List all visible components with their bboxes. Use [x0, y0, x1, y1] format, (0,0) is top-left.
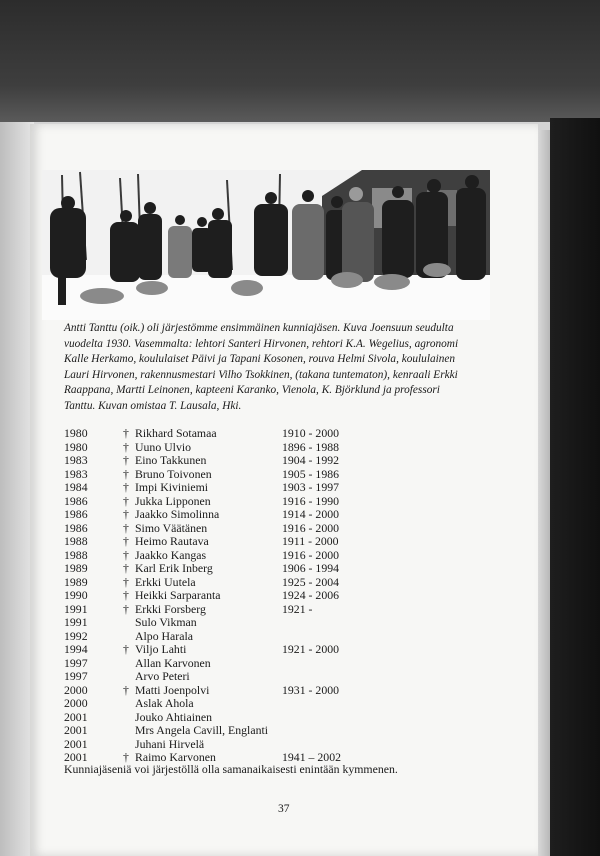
list-item: [64, 669, 464, 683]
list-item: [64, 588, 464, 602]
member-name: Jukka Lipponen: [135, 493, 211, 508]
member-year: 1988: [64, 534, 88, 548]
member-lifespan: 1924 - 2006: [282, 588, 340, 602]
dagger-icon: †: [123, 480, 129, 494]
list-item: [64, 615, 464, 629]
member-lifespan: 1910 - 2000: [282, 426, 340, 440]
member-year: 1989: [64, 574, 88, 589]
footer-note: Kunniajäseniä voi järjestöllä olla samanaikaisesti enintään kymmenen.: [64, 762, 398, 776]
list-item: [64, 710, 464, 724]
member-lifespan: 1916 - 2000: [282, 547, 340, 562]
member-year: 2001: [64, 723, 88, 737]
member-name: Raimo Karvonen: [135, 750, 216, 764]
list-item: [64, 480, 464, 494]
member-name: Karl Erik Inberg: [135, 561, 213, 575]
list-item: [64, 642, 464, 656]
list-item: [64, 575, 464, 589]
member-lifespan: 1904 - 1992: [282, 453, 340, 467]
member-year: 1983: [64, 466, 88, 481]
list-item: [64, 548, 464, 562]
list-item: [64, 723, 464, 737]
historical-photo: [42, 170, 490, 320]
member-year: 1989: [64, 561, 88, 575]
list-item: [64, 737, 464, 751]
list-item: [64, 440, 464, 454]
member-year: 1983: [64, 453, 88, 467]
member-lifespan: 1914 - 2000: [282, 507, 340, 521]
book-spine-edge: [0, 122, 34, 856]
dagger-icon: †: [123, 574, 129, 589]
member-lifespan: 1941 – 2002: [282, 750, 341, 764]
list-item: [64, 656, 464, 670]
member-name: Eino Takkunen: [135, 453, 207, 467]
member-year: 1997: [64, 669, 88, 683]
list-item: [64, 453, 464, 467]
member-lifespan: 1916 - 1990: [282, 493, 340, 508]
dagger-icon: †: [123, 507, 129, 521]
member-name: Alpo Harala: [135, 628, 193, 643]
member-name: Allan Karvonen: [135, 655, 211, 670]
member-name: Juhani Hirvelä: [135, 736, 205, 751]
member-lifespan: 1905 - 1986: [282, 466, 340, 481]
member-name: Viljo Lahti: [135, 642, 187, 656]
member-name: Arvo Peteri: [135, 669, 190, 683]
member-year: 1986: [64, 493, 88, 508]
group-photo-illustration: [42, 170, 490, 320]
dagger-icon: †: [123, 520, 129, 535]
dagger-icon: †: [123, 547, 129, 562]
member-lifespan: 1903 - 1997: [282, 480, 340, 494]
member-name: Impi Kiviniemi: [135, 480, 209, 494]
dagger-icon: †: [123, 642, 129, 656]
dagger-icon: †: [123, 439, 129, 454]
member-lifespan: 1921 -: [282, 601, 313, 616]
dagger-icon: †: [123, 426, 129, 440]
list-item: [64, 696, 464, 710]
member-name: Erkki Forsberg: [135, 601, 206, 616]
member-lifespan: 1916 - 2000: [282, 520, 340, 535]
member-name: Jaakko Simolinna: [135, 507, 220, 521]
list-item: [64, 683, 464, 697]
member-lifespan: 1931 - 2000: [282, 682, 340, 697]
member-name: Bruno Toivonen: [135, 466, 212, 481]
member-name: Rikhard Sotamaa: [135, 426, 217, 440]
member-name: Jouko Ahtiainen: [135, 709, 213, 724]
member-year: 1980: [64, 439, 88, 454]
list-item: [64, 494, 464, 508]
member-year: 1980: [64, 426, 88, 440]
member-name: Mrs Angela Cavill, Englanti: [135, 723, 269, 737]
member-year: 2001: [64, 709, 88, 724]
member-name: Simo Väätänen: [135, 520, 208, 535]
member-year: 2001: [64, 750, 88, 764]
list-item: [64, 602, 464, 616]
dagger-icon: †: [123, 466, 129, 481]
dagger-icon: †: [123, 561, 129, 575]
member-year: 1986: [64, 520, 88, 535]
page-number: 37: [278, 803, 290, 815]
member-name: Aslak Ahola: [135, 696, 194, 710]
member-name: Erkki Uutela: [135, 574, 196, 589]
member-year: 1984: [64, 480, 88, 494]
member-lifespan: 1911 - 2000: [282, 534, 339, 548]
list-item: [64, 534, 464, 548]
member-lifespan: 1921 - 2000: [282, 642, 340, 656]
member-year: 1997: [64, 655, 88, 670]
scan-background-top: [0, 0, 600, 122]
list-item: [64, 629, 464, 643]
member-year: 1986: [64, 507, 88, 521]
dagger-icon: †: [123, 453, 129, 467]
dagger-icon: †: [123, 493, 129, 508]
member-year: 1992: [64, 628, 88, 643]
member-name: Heikki Sarparanta: [135, 588, 221, 602]
member-year: 1991: [64, 601, 88, 616]
member-name: Uuno Ulvio: [135, 439, 192, 454]
member-name: Matti Joenpolvi: [135, 682, 210, 697]
list-item: [64, 507, 464, 521]
member-lifespan: 1906 - 1994: [282, 561, 340, 575]
dagger-icon: †: [123, 534, 129, 548]
member-name: Heimo Rautava: [135, 534, 209, 548]
photo-caption: Antti Tanttu (oik.) oli järjestömme ensimmäinen kunniajäsen. Kuva Joensuun seudulta vuodelta 1930. Vasemmalta: lehtori Santeri Hirvonen, rehtori K.A. Wegelius, agronomi Kalle Herkamo, koululaiset Päivi ja Tapani Kosonen, rouva Helmi Sivola, koululainen Lauri Hirvonen, rakennusmestari Vilho Tsokkinen, (takana tuntematon), kenraali Erkki Raappana, Martti Leinonen, kapteeni Karanko, Vienola, K. Björklund ja professori Tanttu. Kuvan omistaa T. Lausala, Hki.: [64, 322, 459, 412]
member-year: 2001: [64, 736, 88, 751]
list-item: [64, 426, 464, 440]
list-item: [64, 521, 464, 535]
dagger-icon: †: [123, 682, 129, 697]
list-item: [64, 561, 464, 575]
member-lifespan: 1896 - 1988: [282, 439, 340, 454]
member-year: 1990: [64, 588, 88, 602]
member-year: 2000: [64, 696, 88, 710]
member-year: 1988: [64, 547, 88, 562]
member-name: Sulo Vikman: [135, 615, 197, 629]
honorary-members-list: [64, 426, 464, 764]
member-year: 2000: [64, 682, 88, 697]
list-item: [64, 467, 464, 481]
scan-background-right: [550, 118, 600, 856]
dagger-icon: †: [123, 601, 129, 616]
dagger-icon: †: [123, 588, 129, 602]
dagger-icon: †: [123, 750, 129, 764]
member-name: Jaakko Kangas: [135, 547, 207, 562]
member-year: 1991: [64, 615, 88, 629]
member-year: 1994: [64, 642, 88, 656]
member-lifespan: 1925 - 2004: [282, 574, 340, 589]
